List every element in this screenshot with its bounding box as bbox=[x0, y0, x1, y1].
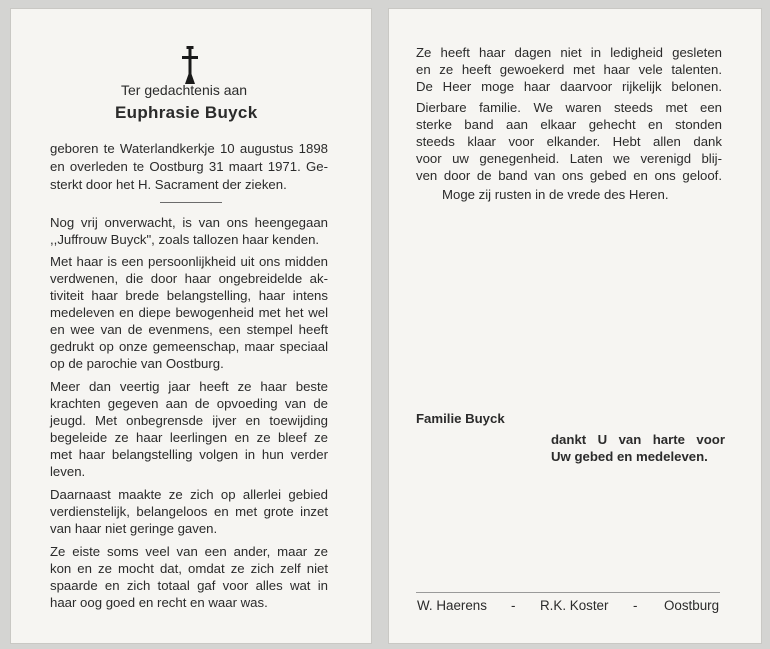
divider bbox=[160, 202, 222, 203]
text-line: voor uw genegenheid. Laten we verenigd blij- bbox=[416, 151, 722, 166]
text-line: van haar niet geringe gaven. bbox=[50, 521, 218, 536]
text-line: tiviteit haar brede belangstelling, haar intens bbox=[50, 288, 328, 303]
memorial-heading: Ter gedachtenis aan bbox=[121, 82, 248, 98]
text-line: begeleide ze haar leerlingen en ze bleef ze bbox=[50, 430, 328, 445]
printer-city: Oostburg bbox=[664, 598, 720, 613]
thanks-line: dankt U van harte voor bbox=[551, 432, 725, 447]
text-line: met haar belangstelling volgen in hun verder bbox=[50, 447, 328, 462]
text-line: Meer dan veertig jaar heeft ze haar beste bbox=[50, 379, 328, 394]
printer-separator: - bbox=[511, 598, 516, 613]
cross-icon bbox=[180, 46, 200, 86]
deceased-name: Euphrasie Buyck bbox=[115, 103, 258, 122]
text-line: en wee van de evenmens, een stempel heeft bbox=[50, 322, 328, 337]
text-line: Daarnaast maakte ze zich op allerlei gebied bbox=[50, 487, 328, 502]
text-line: op de parochie van Oostburg. bbox=[50, 356, 224, 371]
text-line: Ze eiste soms veel van een ander, maar ze bbox=[50, 544, 328, 559]
left-card bbox=[10, 8, 372, 644]
text-line: medeleven en diepe bewogenheid met het wel bbox=[50, 305, 328, 320]
text-line: en ze heeft gewoekerd met haar vele talenten. bbox=[416, 62, 722, 77]
printer-firm: R.K. Koster bbox=[540, 598, 609, 613]
intro-line: geboren te Waterlandkerkje 10 augustus 1898 bbox=[50, 141, 328, 156]
text-line: De Heer moge haar daarvoor rijkelijk belonen. bbox=[416, 79, 722, 94]
printer-name: W. Haerens bbox=[417, 598, 487, 613]
text-line: Ze heeft haar dagen niet in ledigheid gesleten bbox=[416, 45, 722, 60]
family-signature: Familie Buyck bbox=[416, 411, 505, 426]
text-line: Dierbare familie. We waren steeds met een bbox=[416, 100, 722, 115]
text-line: leven. bbox=[50, 464, 86, 479]
text-line: Nog vrij onverwacht, is van ons heengegaan bbox=[50, 215, 328, 230]
intro-line: sterkt door het H. Sacrament der zieken. bbox=[50, 177, 287, 192]
thanks-line: Uw gebed en medeleven. bbox=[551, 449, 708, 464]
text-line: gedrukt op onze gemeenschap, maar speciaal bbox=[50, 339, 328, 354]
text-line: krachten gegeven aan de opvoeding van de bbox=[50, 396, 328, 411]
text-line: verdwenen, die door haar ongebreidelde ak- bbox=[50, 271, 328, 286]
intro-line: en overleden te Oostburg 31 maart 1971. Ge- bbox=[50, 159, 328, 174]
printer-separator: - bbox=[633, 598, 638, 613]
text-line: Met haar is een persoonlijkheid uit ons midden bbox=[50, 254, 328, 269]
text-line: spaarde en zich totaal gaf voor alles wat in bbox=[50, 578, 328, 593]
text-line: sterke band aan elkaar gehecht en stonden bbox=[416, 117, 722, 132]
text-line: haar oog goed en recht en waar was. bbox=[50, 595, 268, 610]
text-line: steeds klaar voor elkander. Hebt allen dank bbox=[416, 134, 722, 149]
closing-prayer: Moge zij rusten in de vrede des Heren. bbox=[442, 187, 669, 202]
footer-divider bbox=[416, 592, 720, 593]
text-line: kon en ze mocht dat, omdat ze zich zelf niet bbox=[50, 561, 328, 576]
right-card bbox=[388, 8, 762, 644]
text-line: ,,Juffrouw Buyck", zoals tallozen haar kenden. bbox=[50, 232, 320, 247]
text-line: jeugd. Met onbegrensde ijver en toewijding bbox=[50, 413, 328, 428]
text-line: ven door de band van ons gebed en ons geloof. bbox=[416, 168, 722, 183]
text-line: verdienstelijk, belangeloos en met grote inzet bbox=[50, 504, 328, 519]
